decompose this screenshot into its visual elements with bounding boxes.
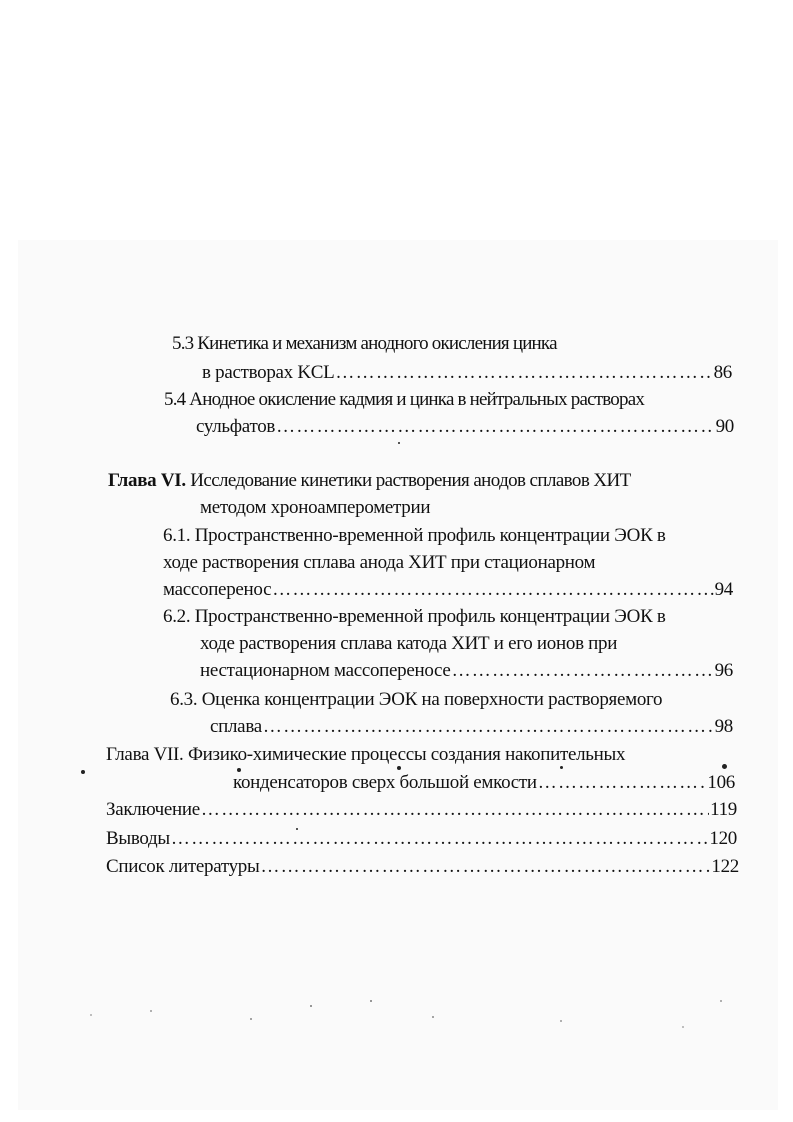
toc-references-entry [106, 856, 739, 878]
toc-6-3-entry [210, 716, 733, 738]
scan-speck [310, 1005, 312, 1007]
toc-6-1-title-cont: ходе растворения сплава анода ХИТ при стационарном [163, 552, 596, 573]
toc-6-2-entry [200, 660, 733, 682]
chapter-7-title-cont: конденсаторов сверх большой емкости [233, 772, 537, 793]
leader-dots [335, 362, 712, 384]
toc-6-2-title-end: нестационарном массопереносе [200, 660, 451, 681]
leader-dots [452, 660, 714, 682]
chapter-7-entry [233, 772, 735, 794]
toc-6-2-title: 6.2. Пространственно-временной профиль концентрации ЭОК в [163, 606, 666, 627]
toc-findings-label: Выводы [106, 828, 170, 849]
toc-6-2-title-cont: ходе растворения сплава катода ХИТ и его ионов при [200, 633, 618, 654]
toc-6-1-entry [163, 579, 733, 601]
toc-6-1-title: 6.1. Пространственно-временной профиль концентрации ЭОК в [163, 525, 666, 546]
toc-6-3-title-end: сплава [210, 716, 262, 737]
chapter-6-heading [108, 470, 631, 492]
toc-6-1-title-end: массоперенос [163, 579, 272, 600]
leader-dots [171, 828, 709, 850]
toc-5-3-entry [202, 362, 732, 384]
toc-findings-entry [106, 828, 737, 850]
scan-speck [250, 1018, 252, 1020]
scan-speck [81, 770, 85, 774]
scan-speck [397, 766, 401, 770]
scan-speck [560, 766, 563, 769]
toc-6-3-page: 98 [714, 716, 733, 737]
scan-speck [720, 1000, 722, 1002]
chapter-6-title-cont: методом хроноамперометрии [200, 497, 431, 518]
toc-findings-page: 120 [709, 828, 737, 849]
scan-speck [682, 1026, 684, 1028]
scan-speck [560, 1020, 562, 1022]
toc-6-3-title: 6.3. Оценка концентрации ЭОК на поверхности растворяемого [170, 689, 663, 710]
leader-dots [272, 579, 713, 601]
toc-references-page: 122 [711, 856, 739, 877]
scan-speck [432, 1016, 434, 1018]
scan-speck [722, 764, 727, 769]
toc-conclusion-entry [106, 799, 737, 821]
toc-5-4-page: 90 [715, 416, 734, 437]
toc-5-4-title-cont: сульфатов [196, 416, 276, 437]
scan-speck [398, 442, 400, 444]
toc-conclusion-label: Заключение [106, 799, 200, 820]
toc-5-4-entry [196, 416, 734, 438]
toc-5-3-title: 5.3 Кинетика и механизм анодного окисления цинка [172, 333, 557, 354]
toc-references-label: Список литературы [106, 856, 260, 877]
scan-speck [150, 1010, 152, 1012]
scan-speck [370, 1000, 372, 1002]
toc-5-3-title-cont: в растворах KCL [202, 362, 335, 383]
toc-5-3-page: 86 [713, 362, 732, 383]
scan-speck [90, 1014, 92, 1016]
chapter-7-page: 106 [707, 772, 735, 793]
toc-conclusion-page: 119 [710, 799, 737, 820]
leader-dots [276, 416, 715, 438]
scan-speck [296, 828, 298, 830]
chapter-6-title: Исследование кинетики растворения анодов сплавов ХИТ [190, 470, 631, 491]
leader-dots [201, 799, 709, 821]
leader-dots [260, 856, 710, 878]
toc-6-2-page: 96 [714, 660, 733, 681]
chapter-7-heading: Глава VII. Физико-химические процессы создания накопительных [106, 744, 626, 765]
leader-dots [538, 772, 707, 794]
chapter-6-label: Глава VI. [108, 470, 186, 491]
leader-dots [263, 716, 714, 738]
toc-6-1-page: 94 [714, 579, 733, 600]
toc-5-4-title: 5.4 Анодное окисление кадмия и цинка в нейтральных растворах [164, 389, 645, 410]
scan-speck [237, 768, 241, 772]
